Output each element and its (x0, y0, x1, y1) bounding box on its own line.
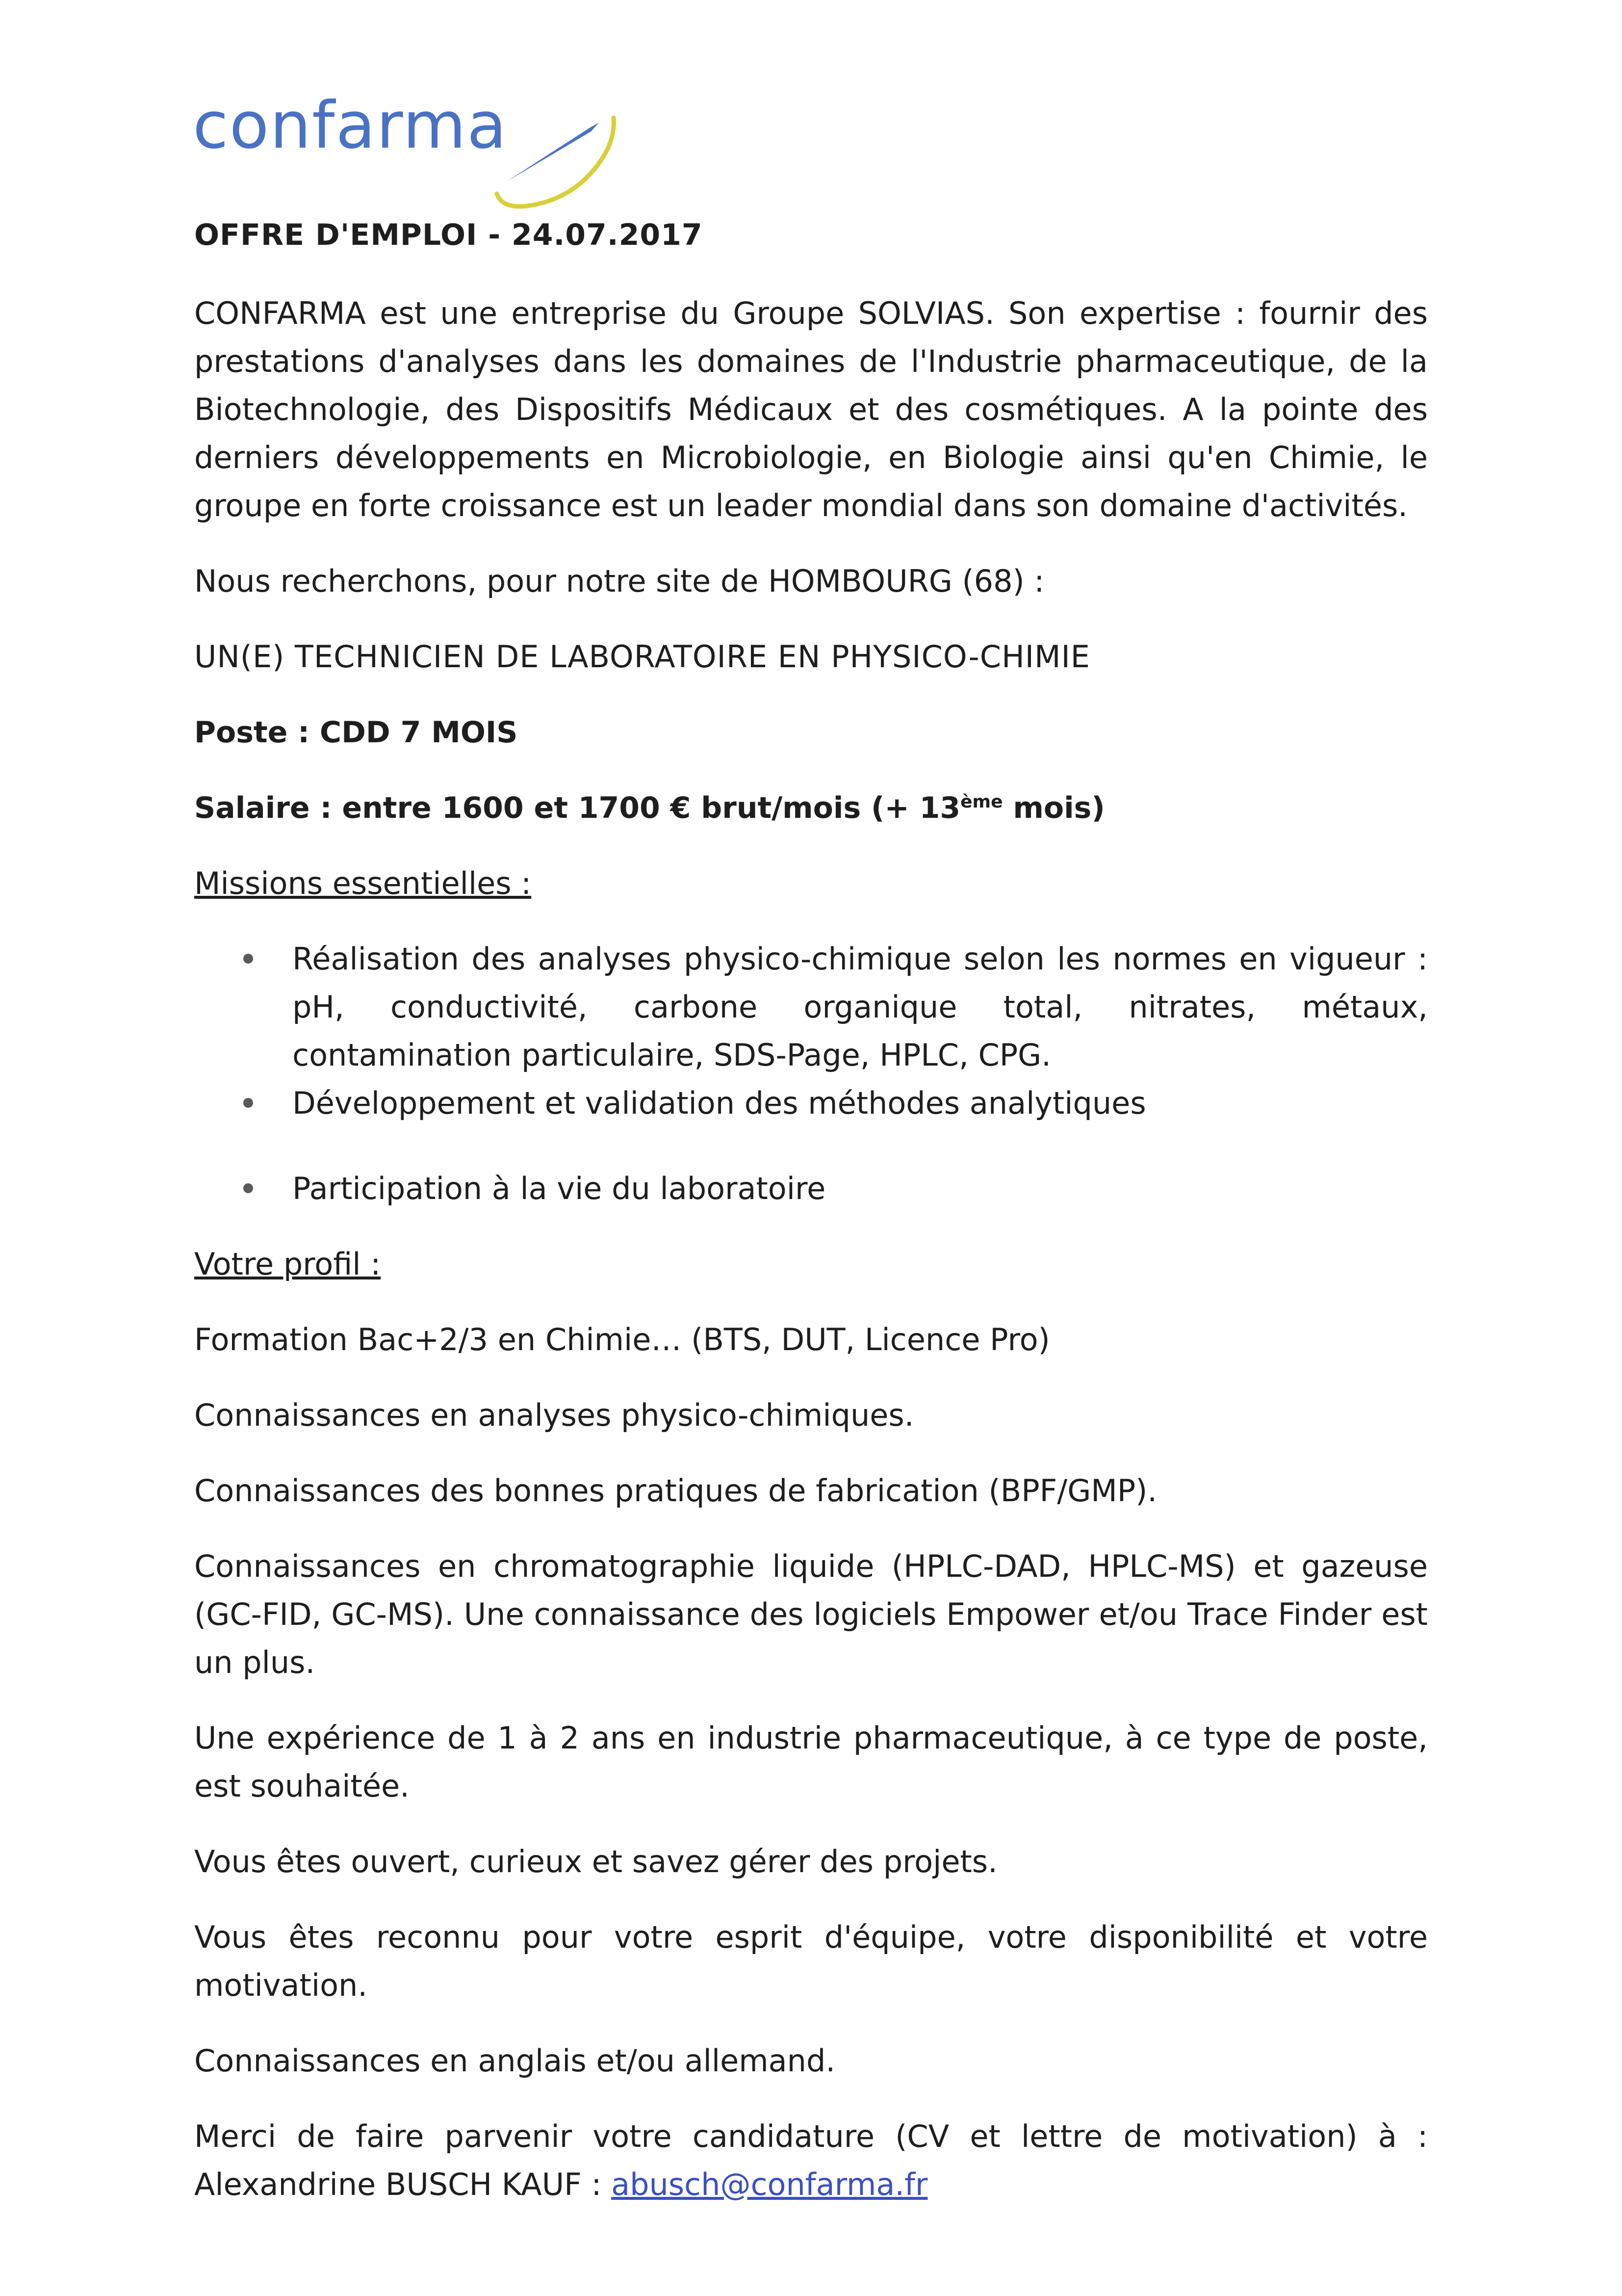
profile-item: Connaissances en chromatographie liquide (HPLC-DAD, HPLC-MS) et gazeuse (GC-FID, GC-MS). Une connaissance des logiciels Empower et/ou Trace Finder est un plus. (194, 1548, 1428, 1680)
company-intro: CONFARMA est une entreprise du Groupe SOLVIAS. Son expertise : fournir des prestations d'analyses dans les domaines de l'Industrie pharmaceutique, de la Biotechnologie, des Dispositifs Médicaux et des cosmétiques. A la pointe des derniers développements en Microbiologie, en Biologie ainsi qu'en Chimie, le groupe en forte croissance est un leader mondial dans son domaine d'activités. (194, 295, 1428, 523)
logo-swoosh-icon (487, 108, 634, 216)
offer-heading: OFFRE D'EMPLOI - 24.07.2017 (194, 218, 703, 252)
mission-item (194, 1079, 1428, 1127)
mission-text: Participation à la vie du laboratoire (292, 1171, 826, 1206)
salary-line (194, 784, 1428, 832)
bullet-icon (243, 954, 253, 964)
profile-title: Votre profil : (194, 1246, 381, 1282)
contract-type: Poste : CDD 7 MOIS (194, 715, 518, 750)
mission-item (194, 935, 1428, 1079)
missions-list (194, 935, 1428, 1213)
bullet-icon (243, 1183, 253, 1193)
profile-item: Connaissances en analyses physico-chimiques. (194, 1397, 914, 1433)
job-title: UN(E) TECHNICIEN DE LABORATOIRE EN PHYSICO-CHIMIE (194, 639, 1090, 675)
salary-superscript: ème (960, 792, 1003, 812)
profile-item: Une expérience de 1 à 2 ans en industrie pharmaceutique, à ce type de poste, est souhaitée. (194, 1720, 1428, 1804)
profile-item: Connaissances en anglais et/ou allemand. (194, 2043, 836, 2079)
profile-item: Vous êtes ouvert, curieux et savez gérer des projets. (194, 1844, 998, 1879)
profile-item: Connaissances des bonnes pratiques de fabrication (BPF/GMP). (194, 1473, 1158, 1509)
missions-title: Missions essentielles : (194, 865, 532, 901)
contact-email-link[interactable]: abusch@confarma.fr (611, 2166, 928, 2202)
salary-prefix: Salaire : entre 1600 et 1700 € brut/mois (+ 13 (194, 791, 961, 825)
search-line: Nous recherchons, pour notre site de HOMBOURG (68) : (194, 563, 1045, 599)
profile-item: Vous êtes reconnu pour votre esprit d'équipe, votre disponibilité et votre motivation. (194, 1919, 1428, 2003)
bullet-icon (243, 1098, 253, 1108)
contact-line (194, 2113, 1428, 2209)
mission-text: Développement et validation des méthodes analytiques (292, 1085, 1146, 1121)
job-offer-body (194, 211, 1428, 2236)
logo-wordmark: confarma (193, 88, 508, 163)
salary-suffix: mois) (1003, 791, 1105, 825)
profile-item: Formation Bac+2/3 en Chimie… (BTS, DUT, Licence Pro) (194, 1322, 1050, 1357)
mission-text: Réalisation des analyses physico-chimique selon les normes en vigueur : pH, conductivité, carbone organique total, nitrates, métaux, contamination particulaire, SDS-Page, HPLC, CPG. (292, 941, 1428, 1073)
confarma-logo (193, 88, 634, 211)
contact-text: Merci de faire parvenir votre candidature (CV et lettre de motivation) à : Alexandrine BUSCH KAUF : (194, 2118, 1428, 2202)
mission-item (194, 1165, 1428, 1213)
